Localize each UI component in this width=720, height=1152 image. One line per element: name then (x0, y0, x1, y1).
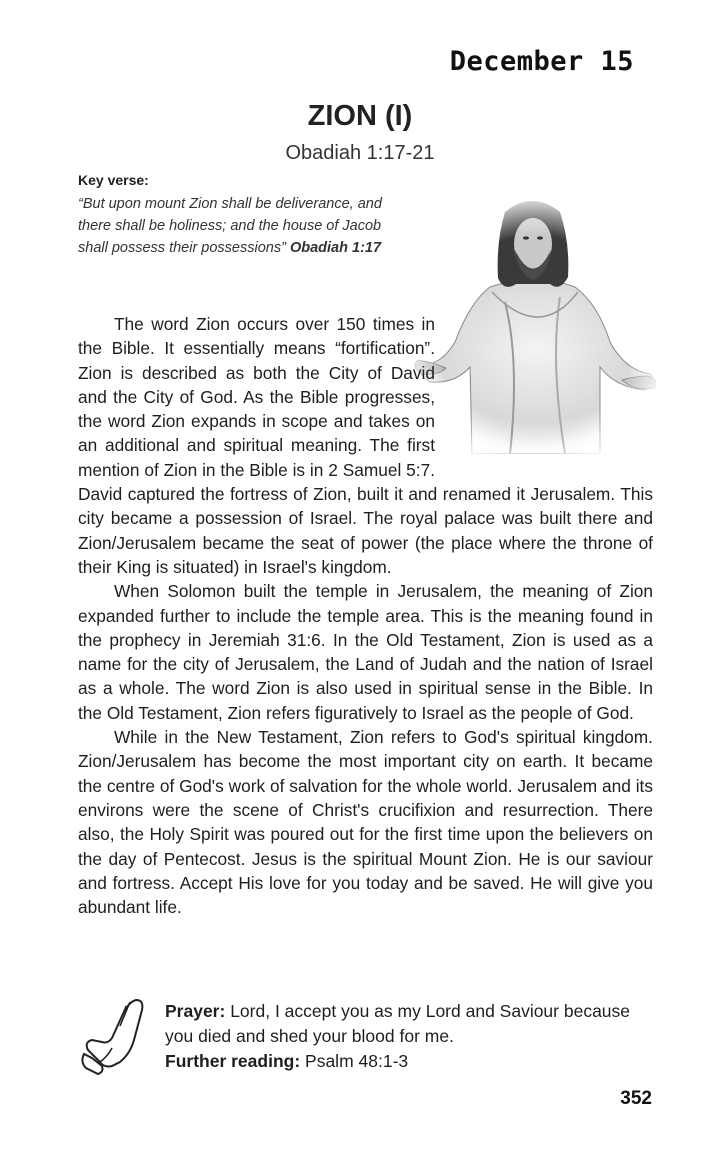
key-verse-text: “But upon mount Zion shall be deliverance, and there shall be holiness; and the house of Jacob shall possess their possessions” (78, 196, 382, 256)
paragraph: The word Zion occurs over 150 times in the Bible. It essentially means “fortification”. Zion is described as both the City of David and the City of God. As the Bible progresses, the word Zion expands in scope and takes on an additional and spiritual meaning. The first mention of Zion in the Bible is in 2 Samuel 5:7. David captured the fortress of Zion, built it and renamed it Jerusalem. This city became a possession of Israel. The royal palace was built there and Zion/Jerusalem became the seat of power (the place where the throne of their King is situated) in Israel's kingdom. (78, 314, 653, 577)
page-date: December 15 (449, 46, 634, 77)
further-reading (165, 1049, 635, 1074)
paragraph: When Solomon built the temple in Jerusalem, the meaning of Zion expanded further to include the temple area. This is the meaning found in the prophecy in Jeremiah 31:6. In the Old Testament, Zion is used as a name for the city of Jerusalem, the Land of Judah and the nation of Israel as a whole. The word Zion is also used in spiritual sense in the Bible. In the Old Testament, Zion refers figuratively to Israel as the people of God. (78, 581, 653, 723)
article-body (78, 312, 653, 919)
key-verse-label: Key verse: (78, 172, 149, 188)
prayer-block (165, 999, 635, 1074)
page-title: ZION (I) (307, 100, 413, 132)
praying-hands-icon (78, 996, 148, 1076)
prayer (165, 999, 635, 1049)
key-verse-reference: Obadiah 1:17 (289, 240, 382, 256)
further-reading-label: Further reading: (165, 1051, 301, 1071)
prayer-label: Prayer: (165, 1001, 226, 1021)
prayer-text: Lord, I accept you as my Lord and Saviour because you died and shed your blood for me. (165, 1001, 631, 1046)
scripture-reference: Obadiah 1:17-21 (285, 142, 435, 164)
further-reading-text: Psalm 48:1-3 (305, 1051, 409, 1071)
paragraph: While in the New Testament, Zion refers to God's spiritual kingdom. Zion/Jerusalem has become the most important city on earth. It became the centre of God's work of salvation for the whole world. Jerusalem and its environs were the scene of Christ's crucifixion and resurrection. There also, the Holy Spirit was poured out for the first time upon the believers on the day of Pentecost. Jesus is the spiritual Mount Zion. He is our saviour and fortress. Accept His love for you today and be saved. He will give you abundant life. (78, 727, 653, 918)
key-verse (78, 193, 408, 259)
page-number: 352 (620, 1088, 652, 1109)
